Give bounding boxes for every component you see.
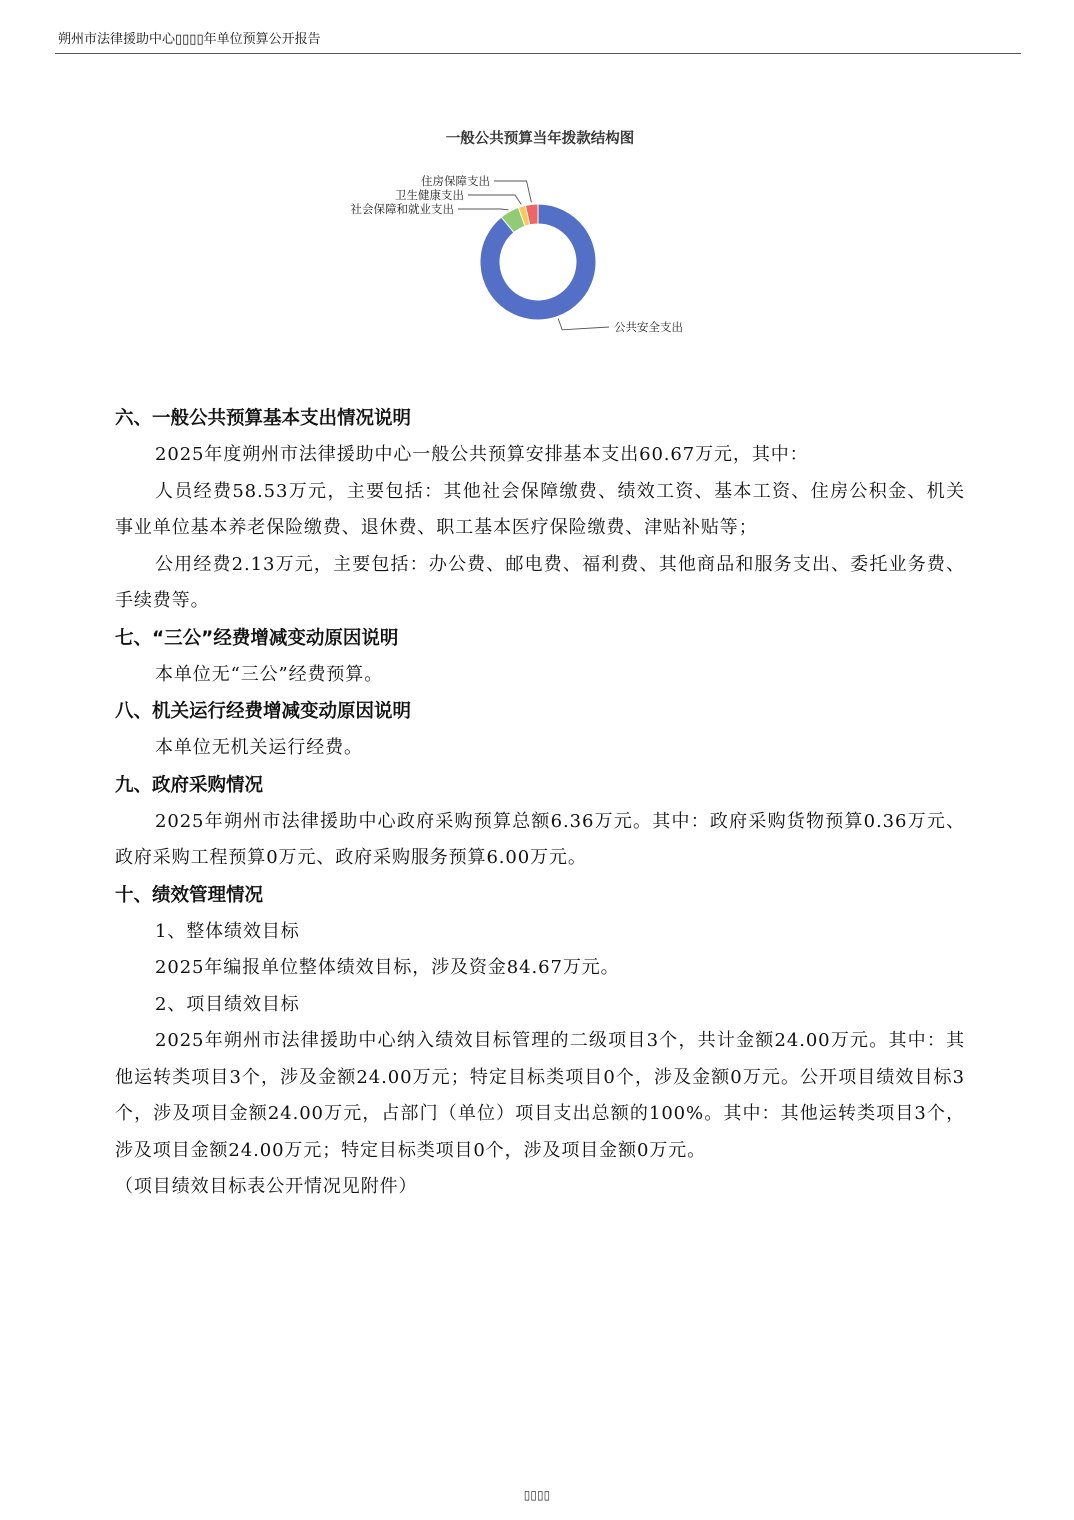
- paragraph: 2025年编报单位整体绩效目标，涉及资金84.67万元。: [155, 957, 620, 978]
- leader-line: [468, 195, 521, 204]
- slice-label: 公共安全支出: [614, 320, 683, 334]
- paragraph: 本单位无“三公”经费预算。: [155, 663, 384, 685]
- slice-label: 住房保障支出: [421, 174, 490, 188]
- slice-label: 社会保障和就业支出: [350, 202, 454, 216]
- paragraph-note: （项目绩效目标表公开情况见附件）: [115, 1176, 418, 1197]
- section-9: [115, 767, 965, 877]
- section-heading: 十、绩效管理情况: [115, 884, 264, 906]
- paragraph: 本单位无机关运行经费。: [155, 737, 363, 758]
- section-8: [115, 693, 965, 767]
- budget-structure-chart: [300, 120, 780, 360]
- leader-line: [494, 181, 531, 202]
- paragraph: 1、整体绩效目标: [155, 920, 300, 942]
- paragraph: 公用经费2.13万元，主要包括：办公费、邮电费、福利费、其他商品和服务支出、委托业务费、手续费等。: [115, 553, 965, 611]
- paragraph: 人员经费58.53万元，主要包括：其他社会保障缴费、绩效工资、基本工资、住房公积金、机关事业单位基本养老保险缴费、退休费、职工基本医疗保险缴费、津贴补贴等；: [115, 480, 965, 538]
- paragraph: 2、项目绩效目标: [155, 993, 300, 1015]
- leader-line: [558, 319, 609, 330]
- paragraph: 2025年度朔州市法律援助中心一般公共预算安排基本支出60.67万元，其中：: [155, 444, 809, 465]
- section-6: [115, 400, 965, 620]
- page-header-title: 朔州市法律援助中心▯▯▯▯年单位预算公开报告: [58, 32, 321, 47]
- section-heading: 七、“三公”经费增减变动原因说明: [115, 627, 399, 649]
- slice-label: 卫生健康支出: [395, 188, 464, 202]
- page-number: ▯▯▯▯: [523, 1488, 551, 1502]
- leader-line: [458, 209, 508, 210]
- paragraph: 2025年朔州市法律援助中心纳入绩效目标管理的二级项目3个，共计金额24.00万元。其中：其他运转类项目3个，涉及金额24.00万元；特定目标类项目0个，涉及金额0万元。公开项目绩效目标3个，涉及项目金额24.00万元，占部门（单位）项目支出总额的100%。其中：其他运转类项目3个，涉及项目金额24.00万元；特定目标类项目0个，涉及项目金额0万元。: [115, 1030, 965, 1161]
- paragraph: 2025年朔州市法律援助中心政府采购预算总额6.36万元。其中：政府采购货物预算0.36万元、政府采购工程预算0万元、政府采购服务预算6.00万元。: [115, 810, 965, 868]
- chart-title: 一般公共预算当年拨款结构图: [445, 131, 635, 147]
- section-heading: 六、一般公共预算基本支出情况说明: [115, 408, 412, 429]
- donut-chart-svg: [300, 120, 780, 360]
- section-heading: 八、机关运行经费增减变动原因说明: [115, 701, 412, 722]
- section-10: [115, 877, 965, 1206]
- section-7: [115, 620, 965, 694]
- header-divider: [55, 53, 1021, 54]
- donut-slices: [480, 204, 596, 320]
- section-heading: 九、政府采购情况: [115, 774, 264, 796]
- report-body: [115, 400, 965, 1206]
